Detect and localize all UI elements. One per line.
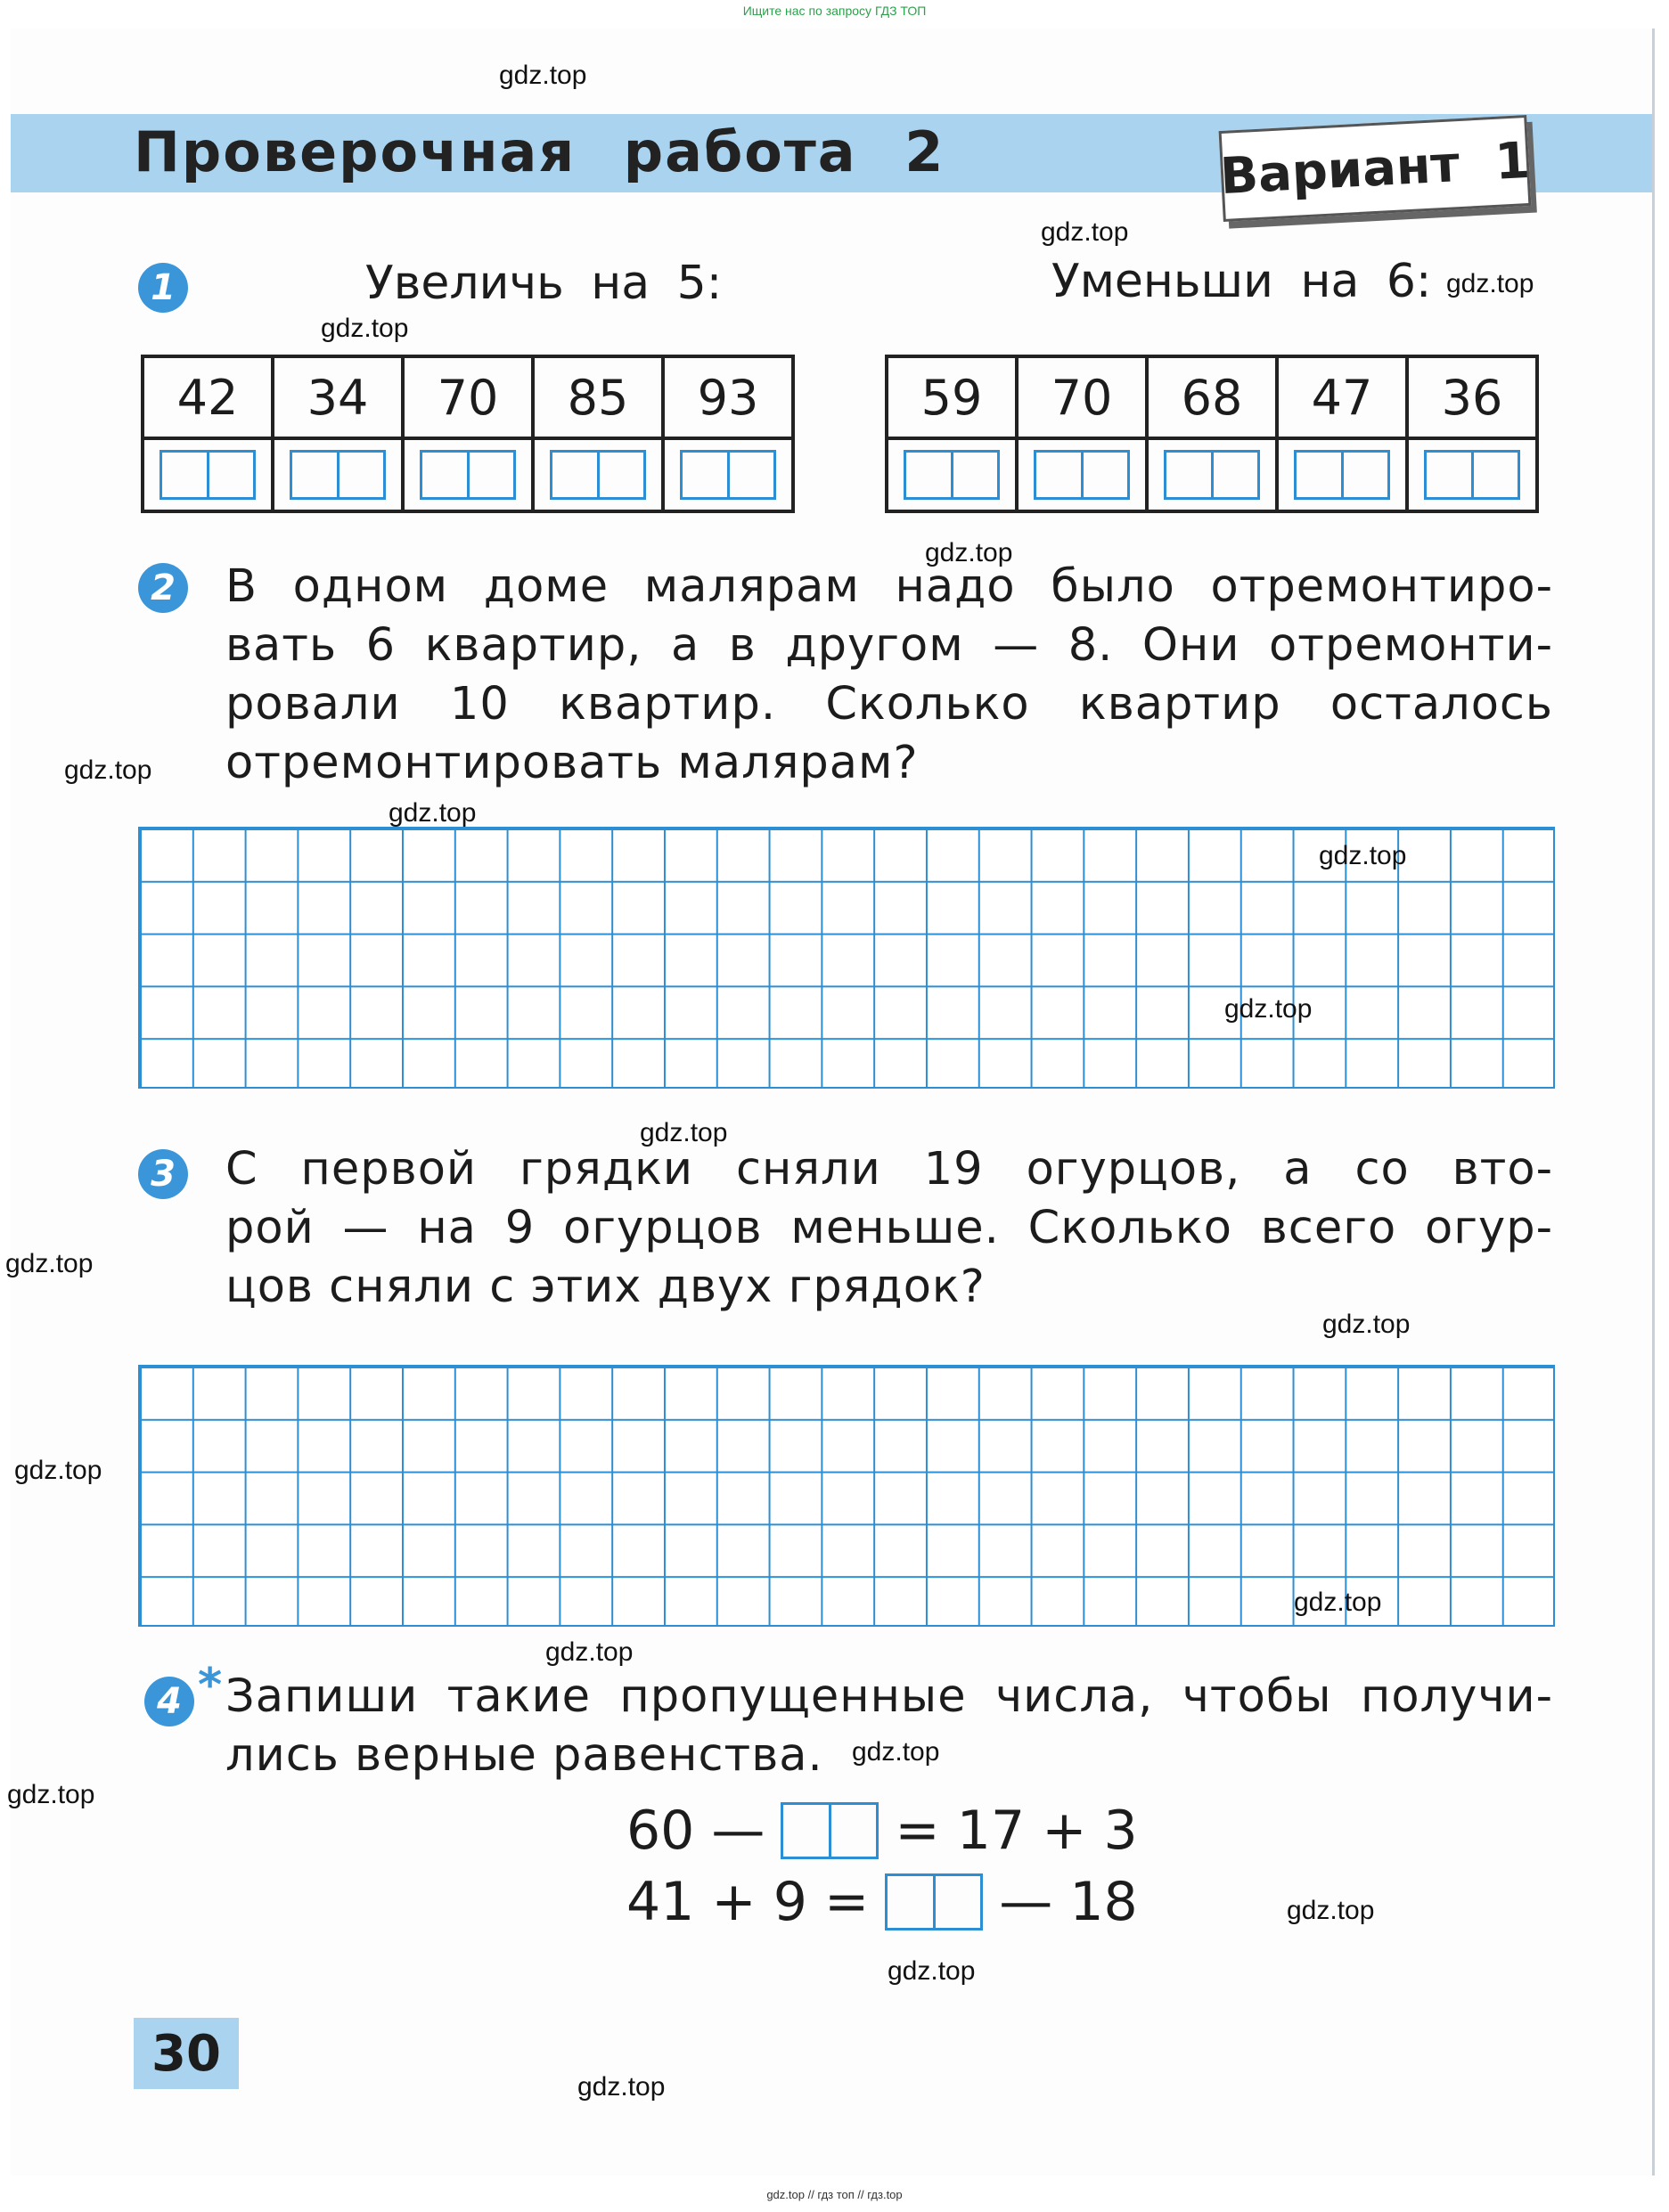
watermark: gdz.top	[640, 1118, 728, 1147]
answer-box[interactable]	[680, 450, 776, 500]
watermark: gdz.top	[1319, 841, 1407, 870]
decrease-value: 70	[1017, 356, 1147, 438]
bottom-note: gdz.top // гдз топ // гдз.top	[766, 2188, 903, 2201]
eq1-left: 60 —	[626, 1800, 765, 1862]
variant-badge	[1219, 115, 1532, 222]
answer-box[interactable]	[904, 450, 1000, 500]
task2-number-icon: 2	[138, 563, 188, 613]
watermark: gdz.top	[5, 1249, 94, 1278]
watermark: gdz.top	[577, 2072, 666, 2102]
watermark: gdz.top	[925, 538, 1013, 567]
star-icon: *	[198, 1659, 223, 1712]
answer-box[interactable]	[1294, 450, 1390, 500]
watermark: gdz.top	[499, 61, 587, 90]
decrease-table	[885, 355, 1539, 513]
watermark: gdz.top	[14, 1456, 102, 1485]
increase-value: 70	[403, 356, 533, 438]
decrease-value: 59	[887, 356, 1017, 438]
watermark: gdz.top	[7, 1780, 95, 1809]
increase-table	[141, 355, 795, 513]
watermark: gdz.top	[852, 1737, 940, 1767]
increase-value: 93	[663, 356, 793, 438]
page-number: 30	[134, 2018, 239, 2089]
equation-2	[626, 1871, 1138, 1933]
variant-number: 1	[1493, 131, 1532, 192]
watermark: gdz.top	[888, 1956, 976, 1986]
watermark: gdz.top	[1322, 1310, 1411, 1339]
task4-number-icon: 4	[144, 1677, 194, 1726]
eq2-right: — 18	[999, 1871, 1138, 1933]
task2-line: В одном доме малярам надо было отремонтиро-	[225, 560, 1553, 613]
decrease-value: 47	[1277, 356, 1407, 438]
eq1-answer-box[interactable]	[781, 1802, 879, 1859]
answer-box[interactable]	[160, 450, 256, 500]
watermark: gdz.top	[545, 1637, 634, 1667]
task3-line: цов сняли с этих двух грядок?	[225, 1261, 986, 1313]
task1-left-label: Увеличь на 5:	[365, 257, 723, 310]
eq1-right: = 17 + 3	[895, 1800, 1138, 1862]
task4-line: лись верные равенства.	[225, 1729, 823, 1782]
answer-box[interactable]	[1164, 450, 1260, 500]
watermark: gdz.top	[1294, 1588, 1382, 1617]
watermark: gdz.top	[321, 314, 409, 343]
task3-line: рой — на 9 огурцов меньше. Сколько всего огур-	[225, 1202, 1553, 1254]
equation-1	[626, 1800, 1138, 1862]
answer-box[interactable]	[550, 450, 646, 500]
watermark: gdz.top	[64, 755, 152, 785]
eq2-answer-box[interactable]	[885, 1873, 983, 1930]
increase-value: 42	[143, 356, 273, 438]
answer-box[interactable]	[1034, 450, 1130, 500]
increase-value: 85	[533, 356, 663, 438]
top-note: Ищите нас по запросу ГДЗ ТОП	[742, 4, 927, 18]
watermark: gdz.top	[389, 798, 477, 828]
eq2-left: 41 + 9 =	[626, 1871, 870, 1933]
increase-value: 34	[273, 356, 403, 438]
task4-line: Запиши такие пропущенные числа, чтобы получи-	[225, 1670, 1553, 1723]
task3-number-icon: 3	[138, 1149, 188, 1199]
decrease-value: 68	[1147, 356, 1277, 438]
task2-line: вать 6 квартир, а в другом — 8. Они отремонти-	[225, 619, 1553, 672]
task2-line: отремонтировать малярам?	[225, 737, 919, 789]
task1-number-icon: 1	[138, 263, 188, 313]
watermark: gdz.top	[1287, 1896, 1375, 1925]
page-title: Проверочная работа 2	[134, 119, 945, 184]
task1-right-label: Уменьши на 6:	[1051, 255, 1432, 308]
decrease-value: 36	[1407, 356, 1537, 438]
answer-box[interactable]	[420, 450, 516, 500]
variant-word: Вариант	[1218, 135, 1461, 206]
answer-box[interactable]	[290, 450, 386, 500]
task2-line: ровали 10 квартир. Сколько квартир осталось	[225, 678, 1553, 731]
watermark: gdz.top	[1446, 269, 1534, 298]
answer-box[interactable]	[1424, 450, 1520, 500]
task3-line: С первой грядки сняли 19 огурцов, а со вто-	[225, 1143, 1553, 1196]
watermark: gdz.top	[1041, 217, 1129, 247]
watermark: gdz.top	[1224, 994, 1313, 1024]
